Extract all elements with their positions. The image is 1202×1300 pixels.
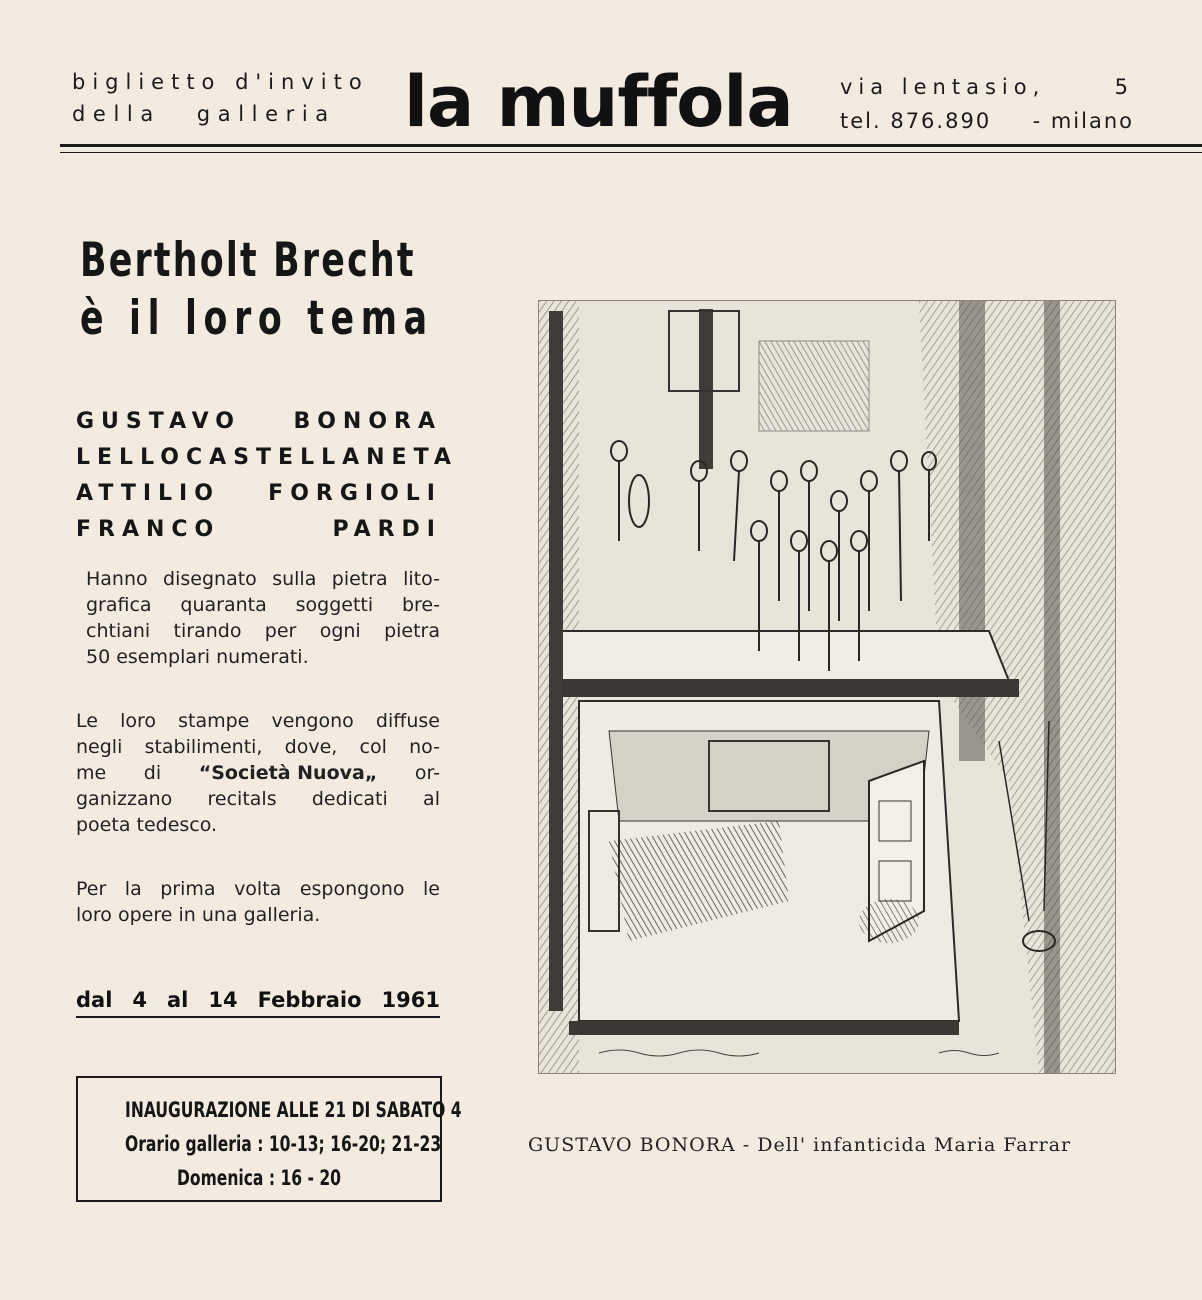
paragraph-word: lito- <box>403 568 440 590</box>
paragraph-word: chtiani <box>86 620 151 642</box>
paragraph-word: 50 esemplari numerati. <box>86 646 309 668</box>
artwork-caption: GUSTAVO BONORA - Dell' infanticida Maria Farrar <box>528 1134 1072 1156</box>
paragraph-prints <box>76 708 440 838</box>
sunday-hours: Domenica : 16 - 20 <box>177 1166 341 1190</box>
paragraph-word: grafica <box>86 594 152 616</box>
artist-first-name: LELLO <box>76 445 187 470</box>
paragraph-line <box>76 786 440 812</box>
paragraph-word: per <box>264 620 297 642</box>
title-line-2: è il loro tema <box>80 291 434 346</box>
paragraph-word: al <box>423 788 440 810</box>
invite-line-2a: della <box>72 102 161 126</box>
lithograph-image <box>538 300 1116 1074</box>
paragraph-word: loro opere in una galleria. <box>76 904 321 926</box>
paragraph-first-exhibition <box>76 876 440 928</box>
paragraph-lithographs <box>76 566 440 670</box>
title-line-1: Bertholt Brecht <box>80 233 416 288</box>
gallery-name: la muffola <box>404 61 793 143</box>
artist-first-name: GUSTAVO <box>76 409 241 434</box>
paragraph-word: bre- <box>401 594 440 616</box>
paragraph-word: stabilimenti, <box>144 736 263 758</box>
paragraph-word: “Società Nuova„ <box>198 762 378 784</box>
paragraph-word: prima <box>160 878 216 900</box>
gallery-address <box>840 70 1134 138</box>
artist-first-name: ATTILIO <box>76 481 220 506</box>
exhibition-title <box>80 232 434 348</box>
paragraph-line <box>76 812 440 838</box>
paragraph-word: sulla <box>272 568 317 590</box>
paragraph-word: vengono <box>271 710 354 732</box>
exhibition-dates <box>76 986 440 1014</box>
invite-line-1: biglietto d'invito <box>72 70 369 94</box>
paragraph-line <box>76 734 440 760</box>
paragraph-line <box>86 566 440 592</box>
paragraph-word: no- <box>409 736 440 758</box>
paragraph-line <box>76 708 440 734</box>
dates-underline <box>76 1016 440 1018</box>
artist-row <box>76 512 442 548</box>
paragraph-word: me <box>76 762 107 784</box>
paragraph-word: stampe <box>178 710 250 732</box>
paragraph-word: tirando <box>173 620 242 642</box>
paragraph-word: or- <box>414 762 440 784</box>
artist-row <box>76 440 458 476</box>
paragraph-word: poeta tedesco. <box>76 814 218 836</box>
paragraph-word: loro <box>120 710 156 732</box>
date-word: Febbraio <box>257 988 362 1012</box>
paragraph-word: col <box>359 736 387 758</box>
artist-row <box>76 404 442 440</box>
address-tel: tel. 876.890 <box>840 109 992 133</box>
invite-line-2 <box>72 98 369 130</box>
inauguration-text: INAUGURAZIONE ALLE 21 DI SABATO 4 <box>125 1098 462 1122</box>
paragraph-word: ogni <box>319 620 361 642</box>
paragraph-word: quaranta <box>180 594 267 616</box>
paragraph-word: Hanno <box>86 568 148 590</box>
paragraph-line <box>76 902 440 928</box>
paragraph-line <box>76 876 440 902</box>
lithograph-drawing <box>539 301 1115 1073</box>
date-word: 4 <box>132 988 148 1012</box>
artist-last-name: FORGIOLI <box>268 481 442 506</box>
invite-line-2b: galleria <box>196 102 336 126</box>
paragraph-word: soggetti <box>295 594 374 616</box>
address-city: - milano <box>1032 109 1134 133</box>
date-word: dal <box>76 988 113 1012</box>
gallery-hours: Orario galleria : 10-13; 16-20; 21-23 <box>125 1132 442 1156</box>
paragraph-word: pietra <box>331 568 388 590</box>
paragraph-word: di <box>143 762 162 784</box>
paragraph-word: recitals <box>207 788 277 810</box>
paragraph-word: disegnato <box>163 568 257 590</box>
paragraph-word: le <box>423 878 440 900</box>
date-word: al <box>167 988 189 1012</box>
paragraph-word: dove, <box>284 736 338 758</box>
paragraph-word: la <box>124 878 142 900</box>
artist-first-name: FRANCO <box>76 517 221 542</box>
paragraph-word: diffuse <box>375 710 440 732</box>
header-rule-thin <box>60 152 1202 153</box>
date-word: 1961 <box>381 988 440 1012</box>
artist-last-name: PARDI <box>332 517 442 542</box>
paragraph-word: Per <box>76 878 107 900</box>
paragraph-line <box>86 592 440 618</box>
artist-last-name: CASTELLANETA <box>186 445 458 470</box>
paragraph-word: Le <box>76 710 98 732</box>
artist-list <box>76 404 458 548</box>
paragraph-line <box>86 618 440 644</box>
paragraph-word: pietra <box>384 620 440 642</box>
paragraph-word: volta <box>234 878 282 900</box>
paragraph-line <box>86 644 440 670</box>
address-street: via lentasio, <box>840 75 1046 99</box>
paragraph-word: espongono <box>299 878 405 900</box>
paragraph-line <box>76 760 440 786</box>
paragraph-word: ganizzano <box>76 788 173 810</box>
artist-last-name: BONORA <box>293 409 442 434</box>
paragraph-word: negli <box>76 736 123 758</box>
address-number: 5 <box>1114 75 1134 99</box>
date-word: 14 <box>208 988 238 1012</box>
header-rule-thick <box>60 144 1202 147</box>
invite-label <box>72 66 369 130</box>
paragraph-word: dedicati <box>311 788 388 810</box>
artist-row <box>76 476 442 512</box>
opening-hours-box <box>76 1076 462 1202</box>
